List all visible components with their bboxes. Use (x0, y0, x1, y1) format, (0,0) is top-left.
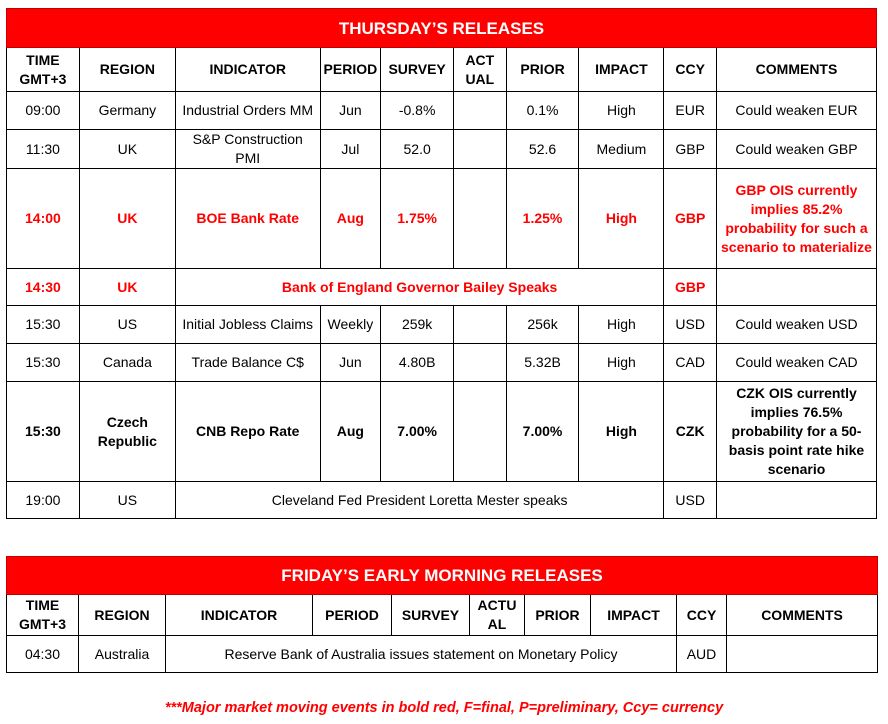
table-row (7, 636, 878, 673)
header-ccy: CCY (664, 48, 717, 92)
cell-comments: Could weaken USD (716, 306, 876, 344)
header-indicator: INDICATOR (175, 48, 320, 92)
cell-time: 04:30 (7, 636, 79, 673)
cell-prior: 256k (506, 306, 579, 344)
cell-prior: 5.32B (506, 344, 579, 382)
cell-actual (454, 92, 507, 130)
cell-event: Bank of England Governor Bailey Speaks (175, 269, 664, 306)
cell-indicator: Initial Jobless Claims (175, 306, 320, 344)
header-prior: PRIOR (506, 48, 579, 92)
cell-survey: -0.8% (381, 92, 454, 130)
cell-region: US (79, 306, 175, 344)
cell-survey: 259k (381, 306, 454, 344)
friday-banner-title: FRIDAY’S EARLY MORNING RELEASES (7, 557, 878, 595)
cell-impact: High (579, 344, 664, 382)
cell-ccy: USD (664, 482, 717, 519)
cell-event: Reserve Bank of Australia issues statement on Monetary Policy (166, 636, 677, 673)
header-time: TIME GMT+3 (7, 595, 79, 636)
cell-indicator: S&P Construction PMI (175, 130, 320, 169)
cell-survey: 7.00% (381, 382, 454, 482)
cell-period: Aug (320, 169, 381, 269)
table-row (7, 92, 877, 130)
table-row (7, 306, 877, 344)
cell-time: 15:30 (7, 344, 80, 382)
cell-prior: 0.1% (506, 92, 579, 130)
cell-indicator: Trade Balance C$ (175, 344, 320, 382)
cell-time: 09:00 (7, 92, 80, 130)
header-ccy: CCY (677, 595, 727, 636)
cell-actual (454, 344, 507, 382)
cell-time: 11:30 (7, 130, 80, 169)
cell-impact: High (579, 92, 664, 130)
cell-ccy: USD (664, 306, 717, 344)
cell-period: Jun (320, 92, 381, 130)
header-period: PERIOD (320, 48, 381, 92)
footnote: ***Major market moving events in bold red, F=final, P=preliminary, Ccy= currency (164, 700, 724, 716)
cell-comments (727, 636, 878, 673)
thursday-banner-title: THURSDAY’S RELEASES (7, 9, 877, 48)
cell-region: Czech Republic (79, 382, 175, 482)
header-region: REGION (79, 48, 175, 92)
cell-period: Weekly (320, 306, 381, 344)
cell-survey: 52.0 (381, 130, 454, 169)
table-row (7, 169, 877, 269)
table-row (7, 344, 877, 382)
cell-actual (454, 169, 507, 269)
table-row (7, 382, 877, 482)
cell-ccy: CZK (664, 382, 717, 482)
cell-period: Aug (320, 382, 381, 482)
cell-period: Jul (320, 130, 381, 169)
cell-indicator: CNB Repo Rate (175, 382, 320, 482)
cell-ccy: EUR (664, 92, 717, 130)
cell-comments (716, 269, 876, 306)
cell-region: UK (79, 130, 175, 169)
cell-prior: 52.6 (506, 130, 579, 169)
cell-time: 14:30 (7, 269, 80, 306)
cell-comments: CZK OIS currently implies 76.5% probability for a 50-basis point rate hike scenario (716, 382, 876, 482)
cell-region: Germany (79, 92, 175, 130)
thursday-releases-table (6, 8, 877, 519)
cell-impact: High (579, 169, 664, 269)
table-row (7, 482, 877, 519)
table-row (7, 130, 877, 169)
cell-event: Cleveland Fed President Loretta Mester speaks (175, 482, 664, 519)
cell-ccy: GBP (664, 169, 717, 269)
cell-comments: GBP OIS currently implies 85.2% probability for such a scenario to materialize (716, 169, 876, 269)
cell-actual (454, 306, 507, 344)
cell-time: 14:00 (7, 169, 80, 269)
header-indicator: INDICATOR (166, 595, 313, 636)
cell-comments: Could weaken EUR (716, 92, 876, 130)
cell-ccy: CAD (664, 344, 717, 382)
cell-time: 19:00 (7, 482, 80, 519)
header-comments: COMMENTS (716, 48, 876, 92)
cell-indicator: BOE Bank Rate (175, 169, 320, 269)
header-survey: SURVEY (381, 48, 454, 92)
cell-ccy: GBP (664, 269, 717, 306)
cell-region: UK (79, 269, 175, 306)
header-comments: COMMENTS (727, 595, 878, 636)
header-actual: ACTU AL (470, 595, 525, 636)
cell-time: 15:30 (7, 382, 80, 482)
friday-releases-table (6, 556, 878, 673)
cell-region: UK (79, 169, 175, 269)
cell-region: Canada (79, 344, 175, 382)
header-prior: PRIOR (525, 595, 591, 636)
cell-time: 15:30 (7, 306, 80, 344)
cell-comments (716, 482, 876, 519)
header-survey: SURVEY (392, 595, 470, 636)
cell-ccy: GBP (664, 130, 717, 169)
header-region: REGION (79, 595, 166, 636)
friday-header-row (7, 595, 878, 636)
table-row (7, 269, 877, 306)
cell-survey: 4.80B (381, 344, 454, 382)
cell-prior: 7.00% (506, 382, 579, 482)
thursday-header-row (7, 48, 877, 92)
cell-comments: Could weaken GBP (716, 130, 876, 169)
cell-region: Australia (79, 636, 166, 673)
header-time: TIME GMT+3 (7, 48, 80, 92)
cell-comments: Could weaken CAD (716, 344, 876, 382)
cell-impact: High (579, 306, 664, 344)
cell-region: US (79, 482, 175, 519)
cell-prior: 1.25% (506, 169, 579, 269)
cell-indicator: Industrial Orders MM (175, 92, 320, 130)
cell-period: Jun (320, 344, 381, 382)
header-impact: IMPACT (591, 595, 677, 636)
cell-actual (454, 382, 507, 482)
header-actual: ACT UAL (454, 48, 507, 92)
cell-ccy: AUD (677, 636, 727, 673)
cell-actual (454, 130, 507, 169)
cell-impact: High (579, 382, 664, 482)
cell-survey: 1.75% (381, 169, 454, 269)
cell-impact: Medium (579, 130, 664, 169)
header-period: PERIOD (313, 595, 392, 636)
header-impact: IMPACT (579, 48, 664, 92)
